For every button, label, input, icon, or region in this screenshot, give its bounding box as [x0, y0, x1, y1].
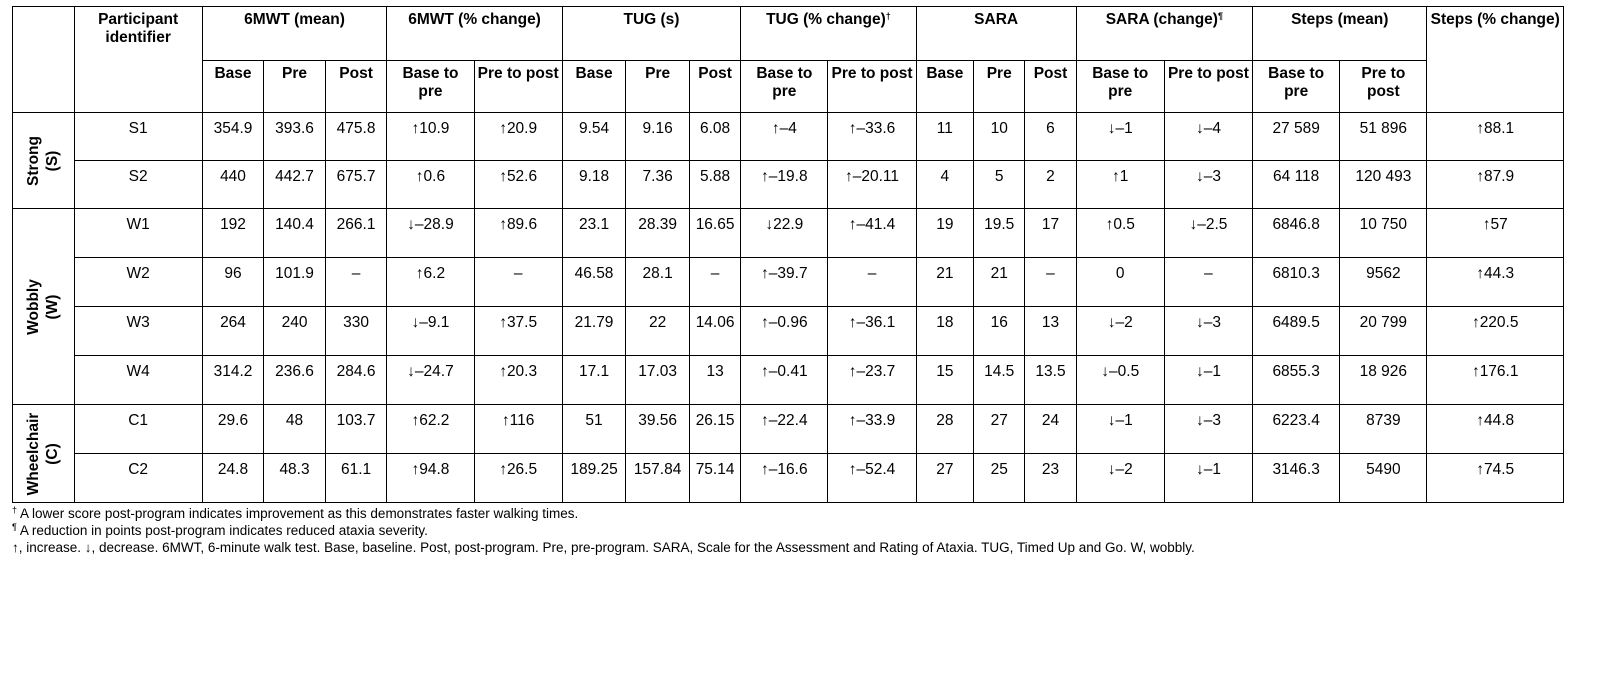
table-footnotes [12, 505, 1572, 556]
table-cell: 101.9 [264, 258, 326, 307]
table-cell: ↓–3 [1164, 161, 1252, 209]
table-cell: 27 [974, 405, 1025, 454]
subheader-6mwt-pre: Pre [264, 61, 326, 113]
table-row [13, 209, 1564, 258]
table-cell: 3146.3 [1253, 454, 1340, 503]
table-cell: ↑–23.7 [828, 356, 916, 405]
footnote-pilcrow-text: A reduction in points post-program indicates reduced ataxia severity. [19, 523, 428, 538]
table-cell: 9562 [1340, 258, 1427, 307]
table-cell: 26.15 [689, 405, 740, 454]
subheader-sara-post: Post [1025, 61, 1076, 113]
table-cell: 120 493 [1340, 161, 1427, 209]
header-6mwt-change: 6MWT (% change) [387, 7, 562, 61]
table-cell: 27 [916, 454, 973, 503]
header-steps-mean: Steps (mean) [1253, 7, 1427, 61]
table-cell: 14.5 [974, 356, 1025, 405]
table-cell: 21 [916, 258, 973, 307]
table-cell: 13 [689, 356, 740, 405]
table-cell: 2 [1025, 161, 1076, 209]
group-label-cell [13, 405, 75, 503]
table-cell: ↓–2.5 [1164, 209, 1252, 258]
table-cell: 46.58 [562, 258, 626, 307]
header-tug-change-label: TUG (% change) [766, 11, 886, 28]
table-cell: ↑–0.41 [741, 356, 828, 405]
table-cell: ↑0.6 [387, 161, 474, 209]
table-cell: 20 799 [1340, 307, 1427, 356]
table-cell: 9.18 [562, 161, 626, 209]
header-sara-change-label: SARA (change) [1105, 11, 1218, 28]
table-cell: ↑–4 [741, 113, 828, 161]
table-cell: – [1164, 258, 1252, 307]
table-cell: 189.25 [562, 454, 626, 503]
table-row [13, 356, 1564, 405]
table-row [13, 113, 1564, 161]
table-cell: 28.39 [626, 209, 690, 258]
table-cell: 17 [1025, 209, 1076, 258]
subheader-tug-pre-to-post: Pre to post [828, 61, 916, 113]
header-sara-change [1076, 7, 1252, 61]
table-cell: 22 [626, 307, 690, 356]
table-cell: – [474, 258, 562, 307]
table-cell: 140.4 [264, 209, 326, 258]
subheader-6mwt-pre-to-post: Pre to post [474, 61, 562, 113]
table-cell: ↑57 [1427, 209, 1564, 258]
table-cell: 236.6 [264, 356, 326, 405]
header-tug: TUG (s) [562, 7, 740, 61]
table-cell: 314.2 [202, 356, 264, 405]
header-steps-change: Steps (% change) [1427, 7, 1564, 113]
table-cell: 16 [974, 307, 1025, 356]
table-row [13, 307, 1564, 356]
table-cell: 157.84 [626, 454, 690, 503]
table-row [13, 161, 1564, 209]
subheader-tug-base: Base [562, 61, 626, 113]
group-label: Strong (S) [25, 135, 62, 186]
subheader-sara-base-to-pre: Base to pre [1076, 61, 1164, 113]
participant-id-cell: W4 [74, 356, 202, 405]
table-cell: 6.08 [689, 113, 740, 161]
table-cell: ↓–1 [1164, 356, 1252, 405]
table-cell: 28 [916, 405, 973, 454]
table-cell: ↑20.3 [474, 356, 562, 405]
footnote-dagger [12, 505, 1572, 522]
table-cell: 21 [974, 258, 1025, 307]
table-cell: 39.56 [626, 405, 690, 454]
table-cell: 6846.8 [1253, 209, 1340, 258]
table-cell: ↑1 [1076, 161, 1164, 209]
table-cell: 4 [916, 161, 973, 209]
table-cell: ↑–16.6 [741, 454, 828, 503]
table-cell: ↑87.9 [1427, 161, 1564, 209]
table-cell: ↑10.9 [387, 113, 474, 161]
table-cell: 6810.3 [1253, 258, 1340, 307]
subheader-tug-post: Post [689, 61, 740, 113]
table-cell: 29.6 [202, 405, 264, 454]
table-cell: ↓–1 [1076, 113, 1164, 161]
table-cell: 28.1 [626, 258, 690, 307]
table-cell: ↑44.3 [1427, 258, 1564, 307]
table-cell: 75.14 [689, 454, 740, 503]
table-cell: 9.16 [626, 113, 690, 161]
group-label-cell [13, 113, 75, 209]
table-cell: 10 [974, 113, 1025, 161]
table-cell: ↑26.5 [474, 454, 562, 503]
table-cell: ↓–1 [1164, 454, 1252, 503]
subheader-steps-base-to-pre: Base to pre [1253, 61, 1340, 113]
table-cell: 64 118 [1253, 161, 1340, 209]
table-cell: 8739 [1340, 405, 1427, 454]
table-cell: ↑20.9 [474, 113, 562, 161]
table-cell: 6223.4 [1253, 405, 1340, 454]
table-cell: – [828, 258, 916, 307]
header-sara: SARA [916, 7, 1076, 61]
table-cell: ↑88.1 [1427, 113, 1564, 161]
table-cell: 13.5 [1025, 356, 1076, 405]
table-cell: 10 750 [1340, 209, 1427, 258]
table-cell: ↑37.5 [474, 307, 562, 356]
table-cell: 6489.5 [1253, 307, 1340, 356]
subheader-sara-base: Base [916, 61, 973, 113]
table-cell: 27 589 [1253, 113, 1340, 161]
table-cell: – [1025, 258, 1076, 307]
table-cell: 103.7 [325, 405, 387, 454]
table-cell: 25 [974, 454, 1025, 503]
table-cell: 330 [325, 307, 387, 356]
table-cell: ↓–3 [1164, 307, 1252, 356]
table-cell: ↑–52.4 [828, 454, 916, 503]
footnote-dagger-text: A lower score post-program indicates improvement as this demonstrates faster walking times. [20, 506, 579, 521]
table-cell: 15 [916, 356, 973, 405]
footnote-dagger-mark: † [12, 505, 18, 515]
table-cell: ↑–19.8 [741, 161, 828, 209]
participant-id-cell: S2 [74, 161, 202, 209]
participant-id-cell: C1 [74, 405, 202, 454]
table-cell: ↑–39.7 [741, 258, 828, 307]
table-cell: 16.65 [689, 209, 740, 258]
table-cell: ↑74.5 [1427, 454, 1564, 503]
results-table [12, 6, 1564, 503]
table-row [13, 405, 1564, 454]
table-cell: 192 [202, 209, 264, 258]
table-cell: 6 [1025, 113, 1076, 161]
table-cell: ↓–28.9 [387, 209, 474, 258]
footnote-pilcrow [12, 522, 1572, 539]
table-cell: 18 926 [1340, 356, 1427, 405]
table-cell: 17.1 [562, 356, 626, 405]
table-cell: 0 [1076, 258, 1164, 307]
table-cell: – [689, 258, 740, 307]
table-row [13, 258, 1564, 307]
table-cell: 61.1 [325, 454, 387, 503]
table-cell: ↓–0.5 [1076, 356, 1164, 405]
table-cell: ↑94.8 [387, 454, 474, 503]
table-cell: ↑–41.4 [828, 209, 916, 258]
table-cell: ↑44.8 [1427, 405, 1564, 454]
table-cell: ↑6.2 [387, 258, 474, 307]
table-cell: 475.8 [325, 113, 387, 161]
table-cell: ↑176.1 [1427, 356, 1564, 405]
table-cell: 6855.3 [1253, 356, 1340, 405]
results-table-container [12, 6, 1572, 556]
subheader-tug-pre: Pre [626, 61, 690, 113]
table-cell: 24 [1025, 405, 1076, 454]
group-label-cell [13, 209, 75, 405]
footnote-pilcrow-mark: ¶ [12, 522, 17, 532]
table-header [13, 7, 1564, 113]
table-cell: 240 [264, 307, 326, 356]
subheader-sara-pre-to-post: Pre to post [1164, 61, 1252, 113]
table-cell: 442.7 [264, 161, 326, 209]
table-cell: 17.03 [626, 356, 690, 405]
table-cell: ↑–22.4 [741, 405, 828, 454]
participant-id-cell: S1 [74, 113, 202, 161]
subheader-sara-pre: Pre [974, 61, 1025, 113]
table-row [13, 454, 1564, 503]
corner-cell [13, 7, 75, 113]
table-cell: ↑–33.6 [828, 113, 916, 161]
table-cell: 9.54 [562, 113, 626, 161]
dagger-mark: † [885, 11, 891, 21]
subheader-6mwt-base-to-pre: Base to pre [387, 61, 474, 113]
subheader-6mwt-post: Post [325, 61, 387, 113]
table-cell: ↓–9.1 [387, 307, 474, 356]
table-cell: 284.6 [325, 356, 387, 405]
table-cell: ↓–4 [1164, 113, 1252, 161]
subheader-tug-base-to-pre: Base to pre [741, 61, 828, 113]
table-cell: 5.88 [689, 161, 740, 209]
table-cell: ↑0.5 [1076, 209, 1164, 258]
table-cell: 5490 [1340, 454, 1427, 503]
table-cell: ↓–2 [1076, 454, 1164, 503]
table-cell: 24.8 [202, 454, 264, 503]
table-cell: ↑116 [474, 405, 562, 454]
table-body [13, 113, 1564, 503]
table-cell: 11 [916, 113, 973, 161]
participant-id-cell: W1 [74, 209, 202, 258]
table-cell: 23.1 [562, 209, 626, 258]
table-cell: 23 [1025, 454, 1076, 503]
participant-id-cell: W3 [74, 307, 202, 356]
table-cell: ↑–33.9 [828, 405, 916, 454]
table-cell: ↑–0.96 [741, 307, 828, 356]
participant-id-cell: C2 [74, 454, 202, 503]
header-6mwt-mean: 6MWT (mean) [202, 7, 387, 61]
table-cell: ↓22.9 [741, 209, 828, 258]
footnote-abbreviations: ↑, increase. ↓, decrease. 6MWT, 6-minute walk test. Base, baseline. Post, post-program. Pre, pre-program. SARA, Scale for the Assessment and Rating of Ataxia. TUG, Timed Up and Go. W, wobbly. [12, 540, 1195, 555]
table-cell: 51 896 [1340, 113, 1427, 161]
table-cell: 393.6 [264, 113, 326, 161]
table-cell: ↓–3 [1164, 405, 1252, 454]
table-cell: 96 [202, 258, 264, 307]
table-cell: ↑62.2 [387, 405, 474, 454]
table-cell: ↑220.5 [1427, 307, 1564, 356]
table-cell: 48 [264, 405, 326, 454]
table-cell: 21.79 [562, 307, 626, 356]
table-cell: 19 [916, 209, 973, 258]
table-cell: 51 [562, 405, 626, 454]
table-cell: ↑52.6 [474, 161, 562, 209]
table-cell: 18 [916, 307, 973, 356]
table-cell: ↑–36.1 [828, 307, 916, 356]
table-cell: ↓–2 [1076, 307, 1164, 356]
header-tug-change [741, 7, 916, 61]
table-cell: ↓–24.7 [387, 356, 474, 405]
table-cell: ↑–20.11 [828, 161, 916, 209]
group-label: Wheelchair (C) [25, 412, 62, 495]
table-cell: 5 [974, 161, 1025, 209]
pilcrow-mark: ¶ [1217, 11, 1223, 21]
table-cell: 440 [202, 161, 264, 209]
table-cell: 48.3 [264, 454, 326, 503]
table-cell: 7.36 [626, 161, 690, 209]
subheader-steps-pre-to-post: Pre to post [1340, 61, 1427, 113]
header-row-sub [13, 61, 1564, 113]
header-row-top [13, 7, 1564, 61]
table-cell: 19.5 [974, 209, 1025, 258]
table-cell: 675.7 [325, 161, 387, 209]
table-cell: 266.1 [325, 209, 387, 258]
table-cell: ↑89.6 [474, 209, 562, 258]
table-cell: 264 [202, 307, 264, 356]
participant-id-cell: W2 [74, 258, 202, 307]
table-cell: – [325, 258, 387, 307]
group-label: Wobbly (W) [25, 278, 62, 335]
subheader-6mwt-base: Base [202, 61, 264, 113]
table-cell: 13 [1025, 307, 1076, 356]
table-cell: 354.9 [202, 113, 264, 161]
table-cell: ↓–1 [1076, 405, 1164, 454]
header-participant: Participant identifier [74, 7, 202, 113]
table-cell: 14.06 [689, 307, 740, 356]
